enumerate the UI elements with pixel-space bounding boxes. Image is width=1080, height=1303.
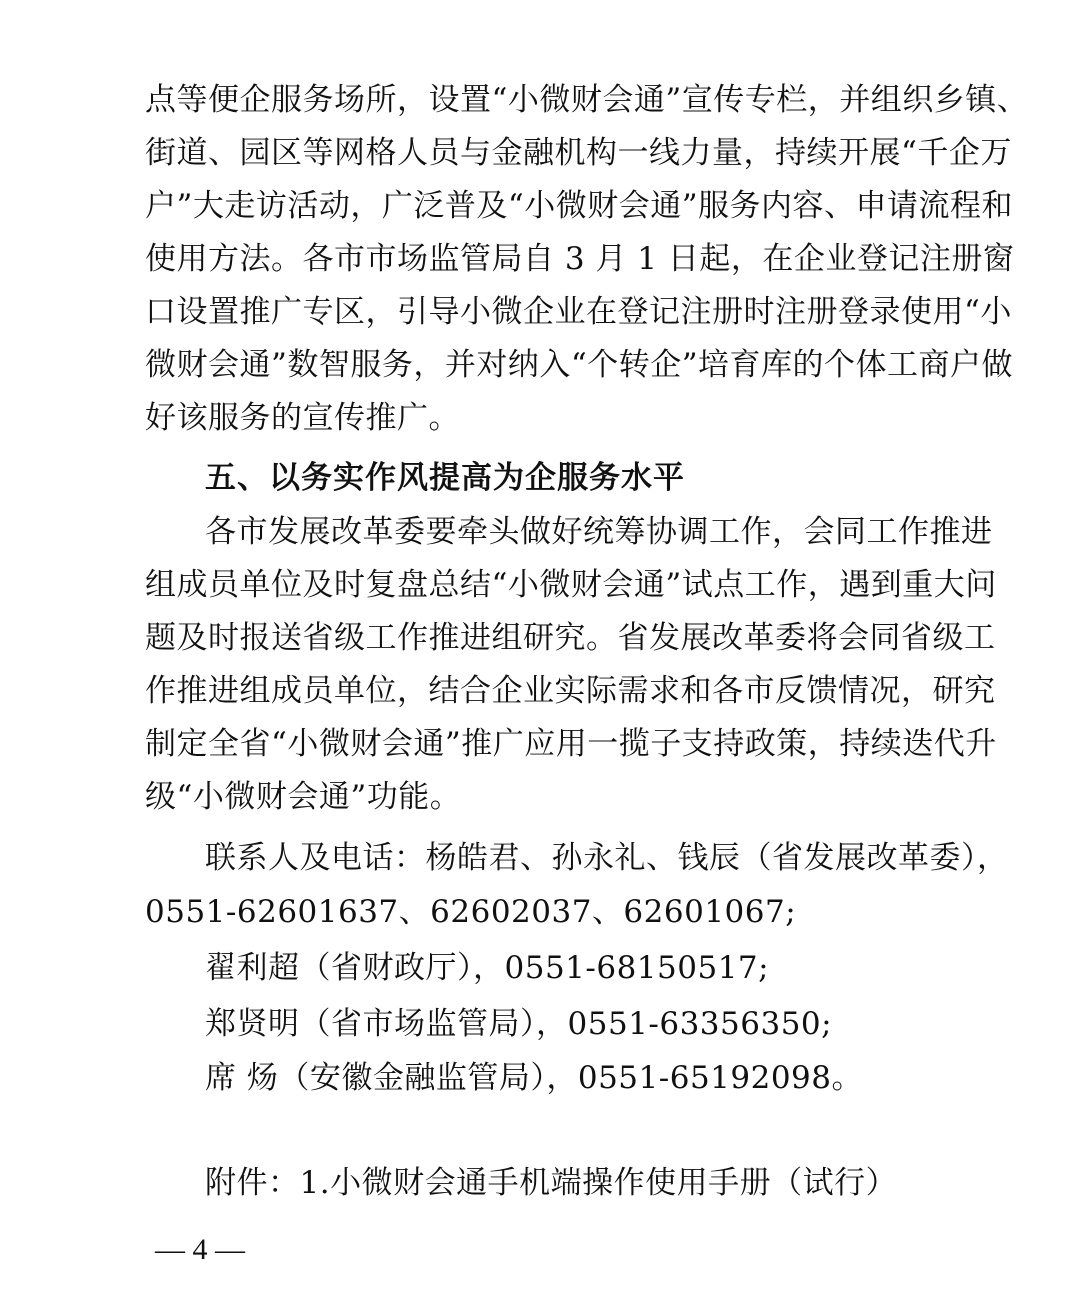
paragraph-line: 题及时报送省级工作推进组研究。省发展改革委将会同省级工	[145, 620, 996, 656]
paragraph-line: 组成员单位及时复盘总结“小微财会通”试点工作，遇到重大问	[145, 567, 997, 603]
paragraph-line: 作推进组成员单位，结合企业实际需求和各市反馈情况，研究	[145, 673, 996, 709]
paragraph-line: 户”大走访活动，广泛普及“小微财会通”服务内容、申请流程和	[145, 188, 1014, 224]
contact-line: 席 炀（安徽金融监管局），0551-65192098。	[205, 1060, 864, 1096]
paragraph-line: 街道、园区等网格人员与金融机构一线力量，持续开展“千企万	[145, 135, 1012, 171]
paragraph-line: 好该服务的宣传推广。	[145, 400, 460, 436]
paragraph-line: 制定全省“小微财会通”推广应用一揽子支持政策，持续迭代升	[145, 726, 997, 762]
paragraph-line: 点等便企服务场所，设置“小微财会通”宣传专栏，并组织乡镇、	[145, 82, 1029, 118]
paragraph-line: 微财会通”数智服务，并对纳入“个转企”培育库的个体工商户做	[145, 347, 1014, 383]
section-heading: 五、以务实作风提高为企服务水平	[205, 460, 685, 496]
paragraph-line: 口设置推广专区，引导小微企业在登记注册时注册登录使用“小	[145, 294, 1012, 330]
paragraph-line: 各市发展改革委要牵头做好统筹协调工作，会同工作推进	[205, 514, 993, 550]
attachment-line: 附件：1.小微财会通手机端操作使用手册（试行）	[205, 1165, 898, 1201]
paragraph-line: 使用方法。各市市场监管局自 3 月 1 日起，在企业登记注册窗	[145, 241, 1015, 277]
contact-line: 郑贤明（省市场监管局），0551-63356350;	[205, 1006, 833, 1042]
page-number: — 4 —	[155, 1233, 245, 1266]
contact-line: 联系人及电话：杨皓君、孙永礼、钱辰（省发展改革委），	[205, 840, 1009, 876]
paragraph-line: 级“小微财会通”功能。	[145, 779, 462, 815]
contact-line: 翟利超（省财政厅），0551-68150517;	[205, 950, 770, 986]
contact-phones: 0551-62601637、62602037、62601067;	[145, 894, 797, 930]
